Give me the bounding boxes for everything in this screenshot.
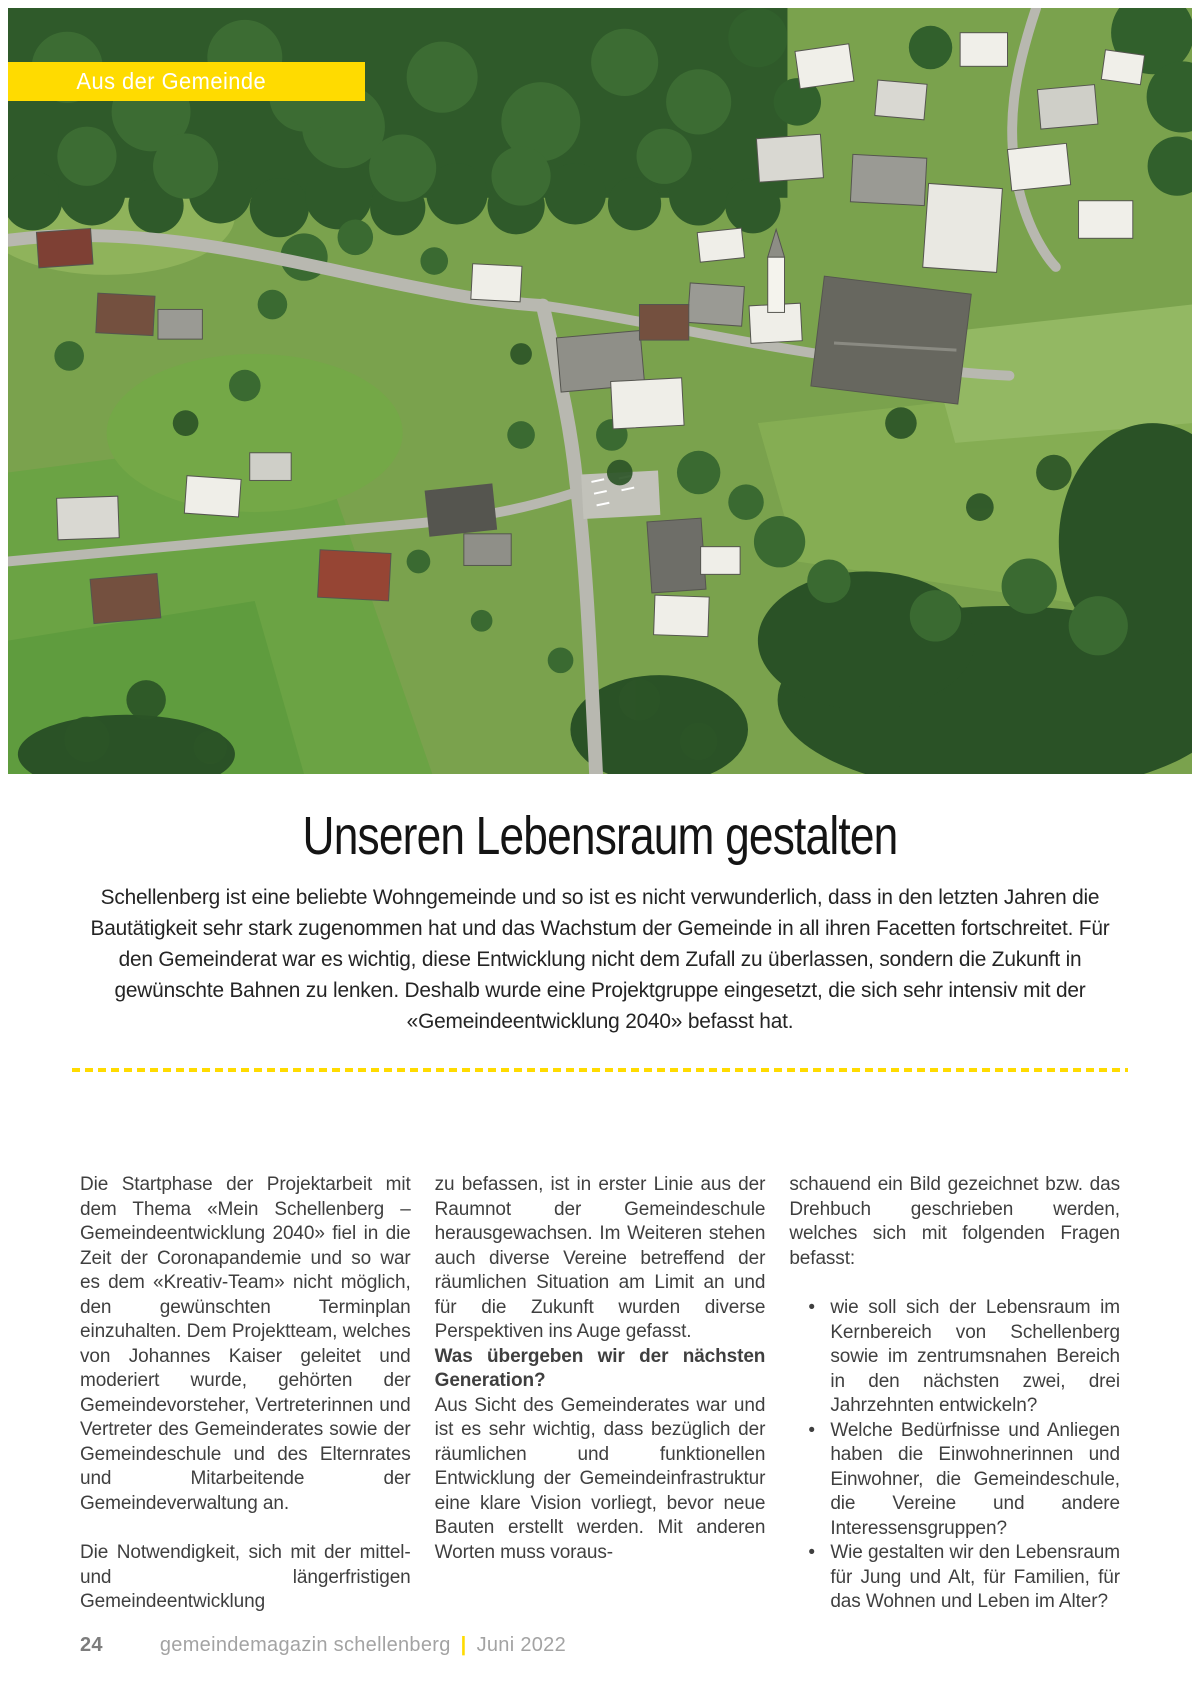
column2-paragraph-2: Aus Sicht des Gemeinderates war und ist es sehr wichtig, dass bezüglich der räumlichen und funktionellen Entwicklung der Gemeindeinfrastruktur eine klare Vision vorliegt, bevor neue Bauten erstellt werden. Mit anderen Worten muss voraus-	[434, 1394, 766, 1563]
section-tag	[8, 62, 365, 101]
question-item-3: • Wie gestalten wir den Lebensraum für Jung und Alt, für Familien, für das Wohnen und Leben im Alter?	[789, 1541, 1120, 1615]
dashed-divider	[72, 1068, 1128, 1072]
article-title: Unseren Lebensraum gestalten	[302, 806, 898, 866]
article-column-1	[80, 1173, 411, 1615]
question-item-1: • wie soll sich der Lebensraum im Kernbereich von Schellenberg sowie im zentrumsnahen Bereich in den nächsten zwei, drei Jahrzehnten entwickeln?	[789, 1296, 1120, 1419]
article-lead: Schellenberg ist eine beliebte Wohngemeinde und so ist es nicht verwunderlich, dass in den letzten Jahren die Bautätigkeit sehr stark zugenommen hat und das Wachstum der Gemeinde in all ihren Facetten fortschreitet. Für den Gemeinderat war es wichtig, diese Entwicklung nicht dem Zufall zu überlassen, sondern die Zukunft in gewünschte Bahnen zu lenken. Deshalb wurde eine Projektgruppe eingesetzt, die sich sehr intensiv mit der «Gemeindeentwicklung 2040» befasst hat.	[90, 885, 1110, 1033]
aerial-photo	[8, 8, 1192, 774]
article-body	[80, 1173, 1120, 1615]
aerial-photo-illustration	[8, 8, 1192, 774]
article-column-2	[435, 1173, 766, 1615]
column1-paragraph-2: Die Notwendigkeit, sich mit der mittel- und längerfristigen Gemeindeentwicklung	[80, 1542, 411, 1612]
column2-subheading: Was übergeben wir der nächsten Generation?	[434, 1345, 766, 1391]
question-list	[789, 1296, 1120, 1615]
magazine-name: gemeindemagazin schellenberg	[159, 1634, 451, 1656]
section-tag-label: Aus der Gemeinde	[76, 68, 267, 94]
page-footer	[80, 1634, 566, 1657]
column3-paragraph-1: schauend ein Bild gezeichnet bzw. das Drehbuch geschrieben werden, welches sich mit folgenden Fragen befasst:	[789, 1174, 1120, 1269]
column2-paragraph-1: zu befassen, ist in erster Linie aus der Raumnot der Gemeindeschule herausgewachsen. Im Weiteren stehen auch diverse Vereine betreffend der räumlichen Situation am Limit an und für die Zukunft wurden diverse Perspektiven ins Auge gefasst.	[434, 1174, 766, 1342]
footer-separator: |	[460, 1634, 467, 1656]
question-item-2: • Welche Bedürfnisse und Anliegen haben die Einwohnerinnen und Einwohner, die Gemeindeschule, die Vereine und andere Interessensgruppen?	[789, 1419, 1120, 1542]
column1-paragraph-1: Die Startphase der Projektarbeit mit dem Thema «Mein Schellenberg – Gemeindeentwicklung 2040» fiel in die Zeit der Coronapandemie und so war es dem «Kreativ-Team» nicht möglich, den gewünschten Terminplan einzuhalten. Dem Projektteam, welches von Johannes Kaiser geleitet und moderiert wurde, gehörten der Gemeindevorsteher, Vertreterinnen und Vertreter des Gemeinderates sowie der Gemeindeschule und des Elternrates und Mitarbeitende der Gemeindeverwaltung an.	[80, 1174, 411, 1514]
issue-date: Juni 2022	[476, 1634, 567, 1656]
page-number: 24	[80, 1634, 103, 1656]
article-column-3	[789, 1173, 1120, 1615]
